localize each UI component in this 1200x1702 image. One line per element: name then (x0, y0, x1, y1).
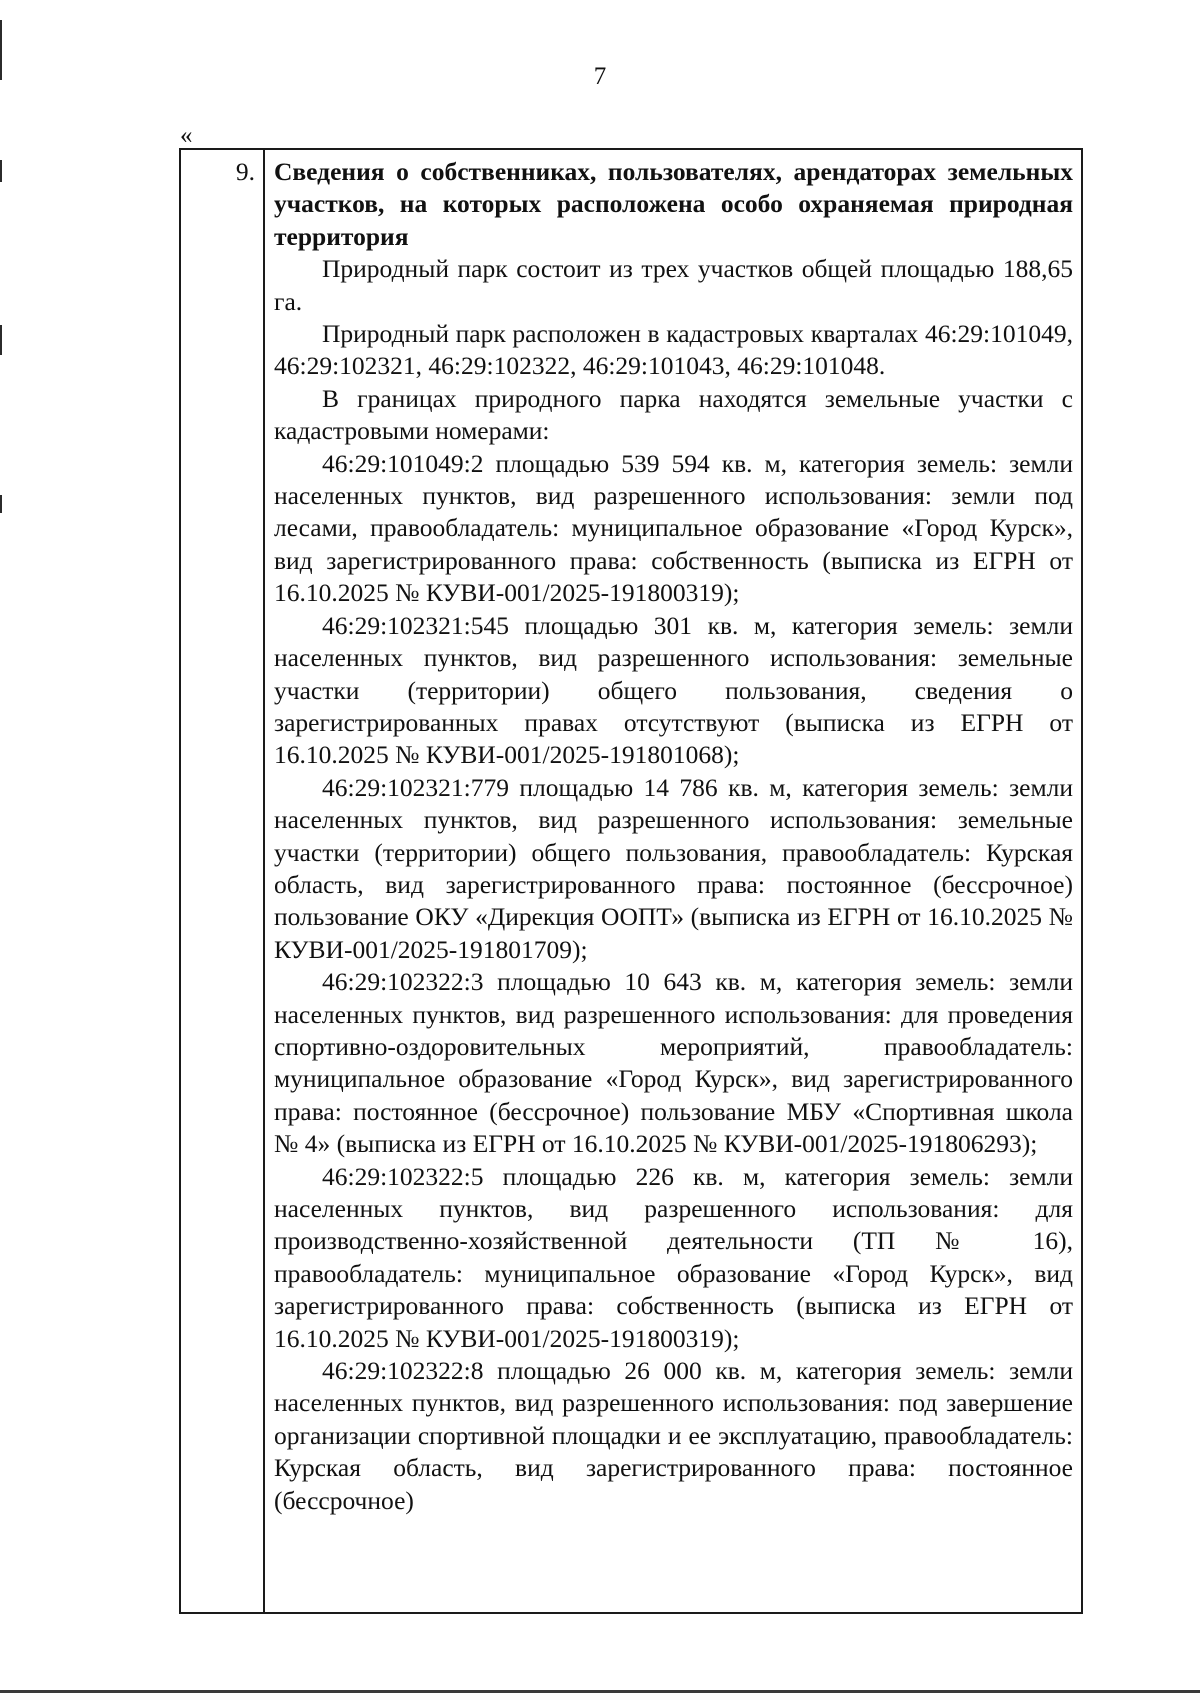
row-number: 9. (235, 157, 255, 186)
scan-bottom-edge (0, 1690, 1200, 1693)
opening-quote-mark: « (180, 122, 193, 149)
paragraph-cadastral-quarters: Природный парк расположен в кадастровых кварталах 46:29:101049, 46:29:102321, 46:29:102322, 46:29:101043, 46:29:101048. (274, 319, 1073, 381)
paragraph-parcel-101049-2: 46:29:101049:2 площадью 539 594 кв. м, категория земель: земли населенных пунктов, вид разрешенного использования: земли под лесами, правообладатель: муниципальное образование «Город Курск», вид зарегистрированного права: собственность (выписка из ЕГРН от 16.10.2025 № КУВИ-001/2025-191800319); (274, 448, 1073, 608)
paragraph-parcel-102322-8: 46:29:102322:8 площадью 26 000 кв. м, категория земель: земли населенных пунктов, вид разрешенного использования: под завершение организации спортивной площадки и ее эксплуатацию, правообладатель: Курская область, вид зарегистрированного права: постоянное (бессрочное) (274, 1356, 1073, 1515)
paragraph-park-area: Природный парк состоит из трех участков общей площадью 188,65 га. (274, 254, 1073, 316)
scan-edge-mark (0, 20, 2, 80)
scan-edge-mark (0, 160, 2, 182)
paragraph-parcel-102322-5: 46:29:102322:5 площадью 226 кв. м, категория земель: земли населенных пунктов, вид разрешенного использования: для производственно-хозяйственной деятельности (ТП № 16), правообладатель: муниципальное образование «Город Курск», вид зарегистрированного права: собственность (выписка из ЕГРН от 16.10.2025 № КУВИ-001/2025-191800319); (274, 1161, 1073, 1353)
row-content-cell (265, 150, 1081, 1517)
scan-edge-mark (0, 325, 2, 355)
row-number-cell (181, 150, 265, 1612)
paragraph-parcel-102321-545: 46:29:102321:545 площадью 301 кв. м, категория земель: земли населенных пунктов, вид разрешенного использования: земельные участки (территории) общего пользования, сведения о зарегистрированных правах отсутствуют (выписка из ЕГРН от 16.10.2025 № КУВИ-001/2025-191801068); (274, 610, 1073, 770)
section-table (179, 148, 1083, 1614)
scan-edge-mark (0, 495, 2, 513)
paragraph-parcel-102321-779: 46:29:102321:779 площадью 14 786 кв. м, категория земель: земли населенных пунктов, вид разрешенного использования: земельные участки (территории) общего пользования, правообладатель: Курская область, вид зарегистрированного права: постоянное (бессрочное) пользование ОКУ «Дирекция ООПТ» (выписка из ЕГРН от 16.10.2025 № КУВИ-001/2025-191801709); (274, 772, 1073, 964)
paragraph-parcels-intro: В границах природного парка находятся земельные участки с кадастровыми номерами: (274, 383, 1073, 446)
page-number: 7 (593, 63, 607, 90)
paragraph-parcel-102322-3: 46:29:102322:3 площадью 10 643 кв. м, категория земель: земли населенных пунктов, вид разрешенного использования: для проведения спортивно-оздоровительных мероприятий, правообладатель: муниципальное образование «Город Курск», вид зарегистрированного права: постоянное (бессрочное) пользование МБУ «Спортивная школа № 4» (выписка из ЕГРН от 16.10.2025 № КУВИ-001/2025-191806293); (274, 967, 1073, 1159)
section-heading: Сведения о собственниках, пользователях, арендаторах земельных участков, на которых расположена особо охраняемая природная территория (274, 157, 1073, 251)
